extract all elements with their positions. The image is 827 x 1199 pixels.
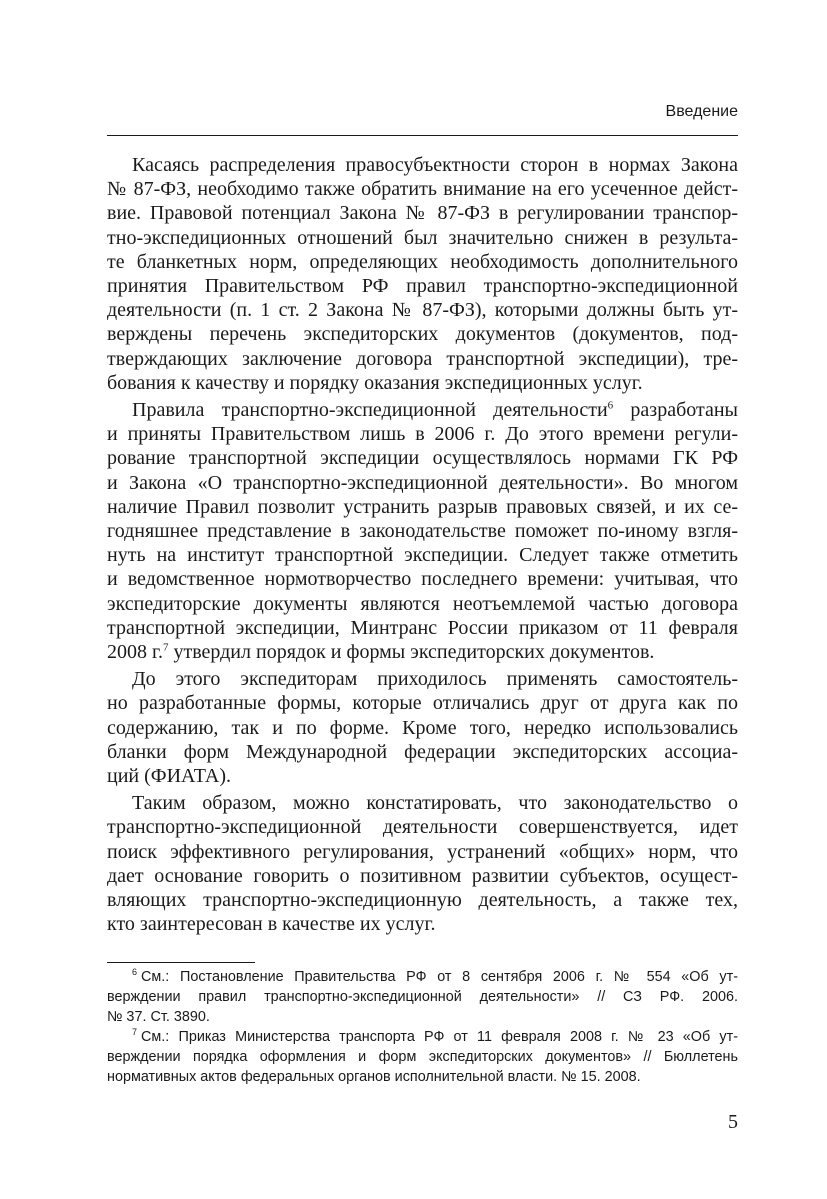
text-line: содержанию, так и по форме. Кроме того, нередко использовались	[107, 716, 738, 739]
text-line: нуть на институт транспортной экспедиции. Следует также отметить	[107, 544, 738, 567]
line-text-part: утвердил порядок и формы экспедиторских документов.	[173, 641, 655, 664]
text-line: Касаясь распределения правосубъектности сторон в нормах Закона	[132, 154, 738, 176]
line-text-part: Правила транспортно-экспедиционной деятельности	[132, 399, 608, 422]
page-number: 5	[728, 1111, 738, 1133]
footnote-line	[107, 967, 738, 987]
text-line: деятельности (п. 1 ст. 2 Закона № 87-ФЗ), которыми должны быть ут-	[107, 299, 738, 322]
text-line: верждены перечень экспедиторских документов (документов, под-	[107, 323, 738, 346]
footnote-line: верждении правил транспортно-экспедиционной деятельности» // СЗ РФ. 2006.	[107, 989, 738, 1005]
text-line: транспортной экспедиции, Минтранс России приказом от 11 февраля	[107, 616, 738, 639]
text-line	[107, 398, 738, 422]
text-line: наличие Правил позволит устранить разрыв правовых связей, и их се-	[107, 495, 738, 518]
text-line: дает основание говорить о позитивном развитии субъектов, осущест-	[107, 864, 738, 887]
footnote-mark: 6	[132, 967, 138, 978]
text-line: принятия Правительством РФ правил транспортно-экспедиционной	[107, 275, 738, 298]
text-line	[107, 640, 738, 664]
line-text-part: См.: Постановление Правительства РФ от 8 сентября 2006 г. № 554 «Об ут-	[141, 969, 738, 985]
text-line: экспедиторские документы являются неотъемлемой частью договора	[107, 592, 738, 615]
text-line: вляющих транспортно-экспедиционную деятельность, а также тех,	[107, 889, 738, 912]
footnotes	[107, 967, 738, 1087]
line-text-part: 2008 г.	[107, 641, 163, 664]
footnote-6	[107, 967, 738, 1027]
line-text-part: См.: Приказ Министерства транспорта РФ от 11 февраля 2008 г. № 23 «Об ут-	[141, 1029, 738, 1045]
text-line: вие. Правовой потенциал Закона № 87-ФЗ в регулировании транспор-	[107, 202, 738, 225]
text-line: рование транспортной экспедиции осуществлялось нормами ГК РФ	[107, 447, 738, 470]
text-line: ций (ФИАТА).	[107, 765, 232, 788]
paragraph-4	[107, 791, 738, 936]
text-line: и приняты Правительством лишь в 2006 г. До этого времени регули-	[107, 423, 738, 446]
text-line: № 87-ФЗ, необходимо также обратить внимание на его усеченное дейст-	[107, 178, 738, 201]
text-line: кто заинтересован в качестве их услуг.	[107, 913, 436, 936]
paragraph-2	[107, 398, 738, 664]
paragraph-3	[107, 667, 738, 788]
text-line: и ведомственное нормотворчество последнего времени: учитывая, что	[107, 568, 738, 591]
text-line: Таким образом, можно констатировать, что законодательство о	[132, 792, 738, 815]
body-text	[107, 153, 738, 940]
footnote-line	[107, 1027, 738, 1047]
text-line: бланки форм Международной федерации экспедиторских ассоциа-	[107, 740, 738, 763]
footnote-separator	[107, 962, 255, 963]
text-line: бования к качеству и порядку оказания экспедиционных услуг.	[107, 371, 643, 394]
text-line: транспортно-экспедиционной деятельности совершенствуется, идет	[107, 816, 738, 839]
running-head: Введение	[665, 103, 738, 120]
text-line: но разработанные формы, которые отличались друг от друга как по	[107, 692, 738, 715]
text-line: поиск эффективного регулирования, устранений «общих» норм, что	[107, 840, 738, 863]
text-line: и Закона «О транспортно-экспедиционной деятельности». Во многом	[107, 471, 738, 494]
paragraph-1	[107, 153, 738, 395]
line-text-part: разработаны	[630, 399, 738, 422]
footnote-mark: 7	[132, 1027, 138, 1038]
footnote-7	[107, 1027, 738, 1087]
footnote-line: № 37. Ст. 3890.	[107, 1009, 210, 1025]
text-line: годняшнее представление в законодательстве поможет по-иному взгля-	[107, 520, 738, 543]
footnote-ref-6[interactable]: 6	[607, 399, 614, 412]
header-rule	[107, 135, 738, 136]
footnote-line: верждении порядка оформления и форм экспедиторских документов» // Бюллетень	[107, 1049, 738, 1065]
text-line: тно-экспедиционных отношений был значительно снижен в результа-	[107, 226, 738, 249]
footnote-ref-7[interactable]: 7	[162, 641, 169, 654]
text-line: До этого экспедиторам приходилось применять самостоятель-	[132, 668, 738, 691]
footnote-line: нормативных актов федеральных органов исполнительной власти. № 15. 2008.	[107, 1069, 641, 1085]
text-line: те бланкетных норм, определяющих необходимость дополнительного	[107, 250, 738, 273]
text-line: тверждающих заключение договора транспортной экспедиции), тре-	[107, 347, 738, 370]
